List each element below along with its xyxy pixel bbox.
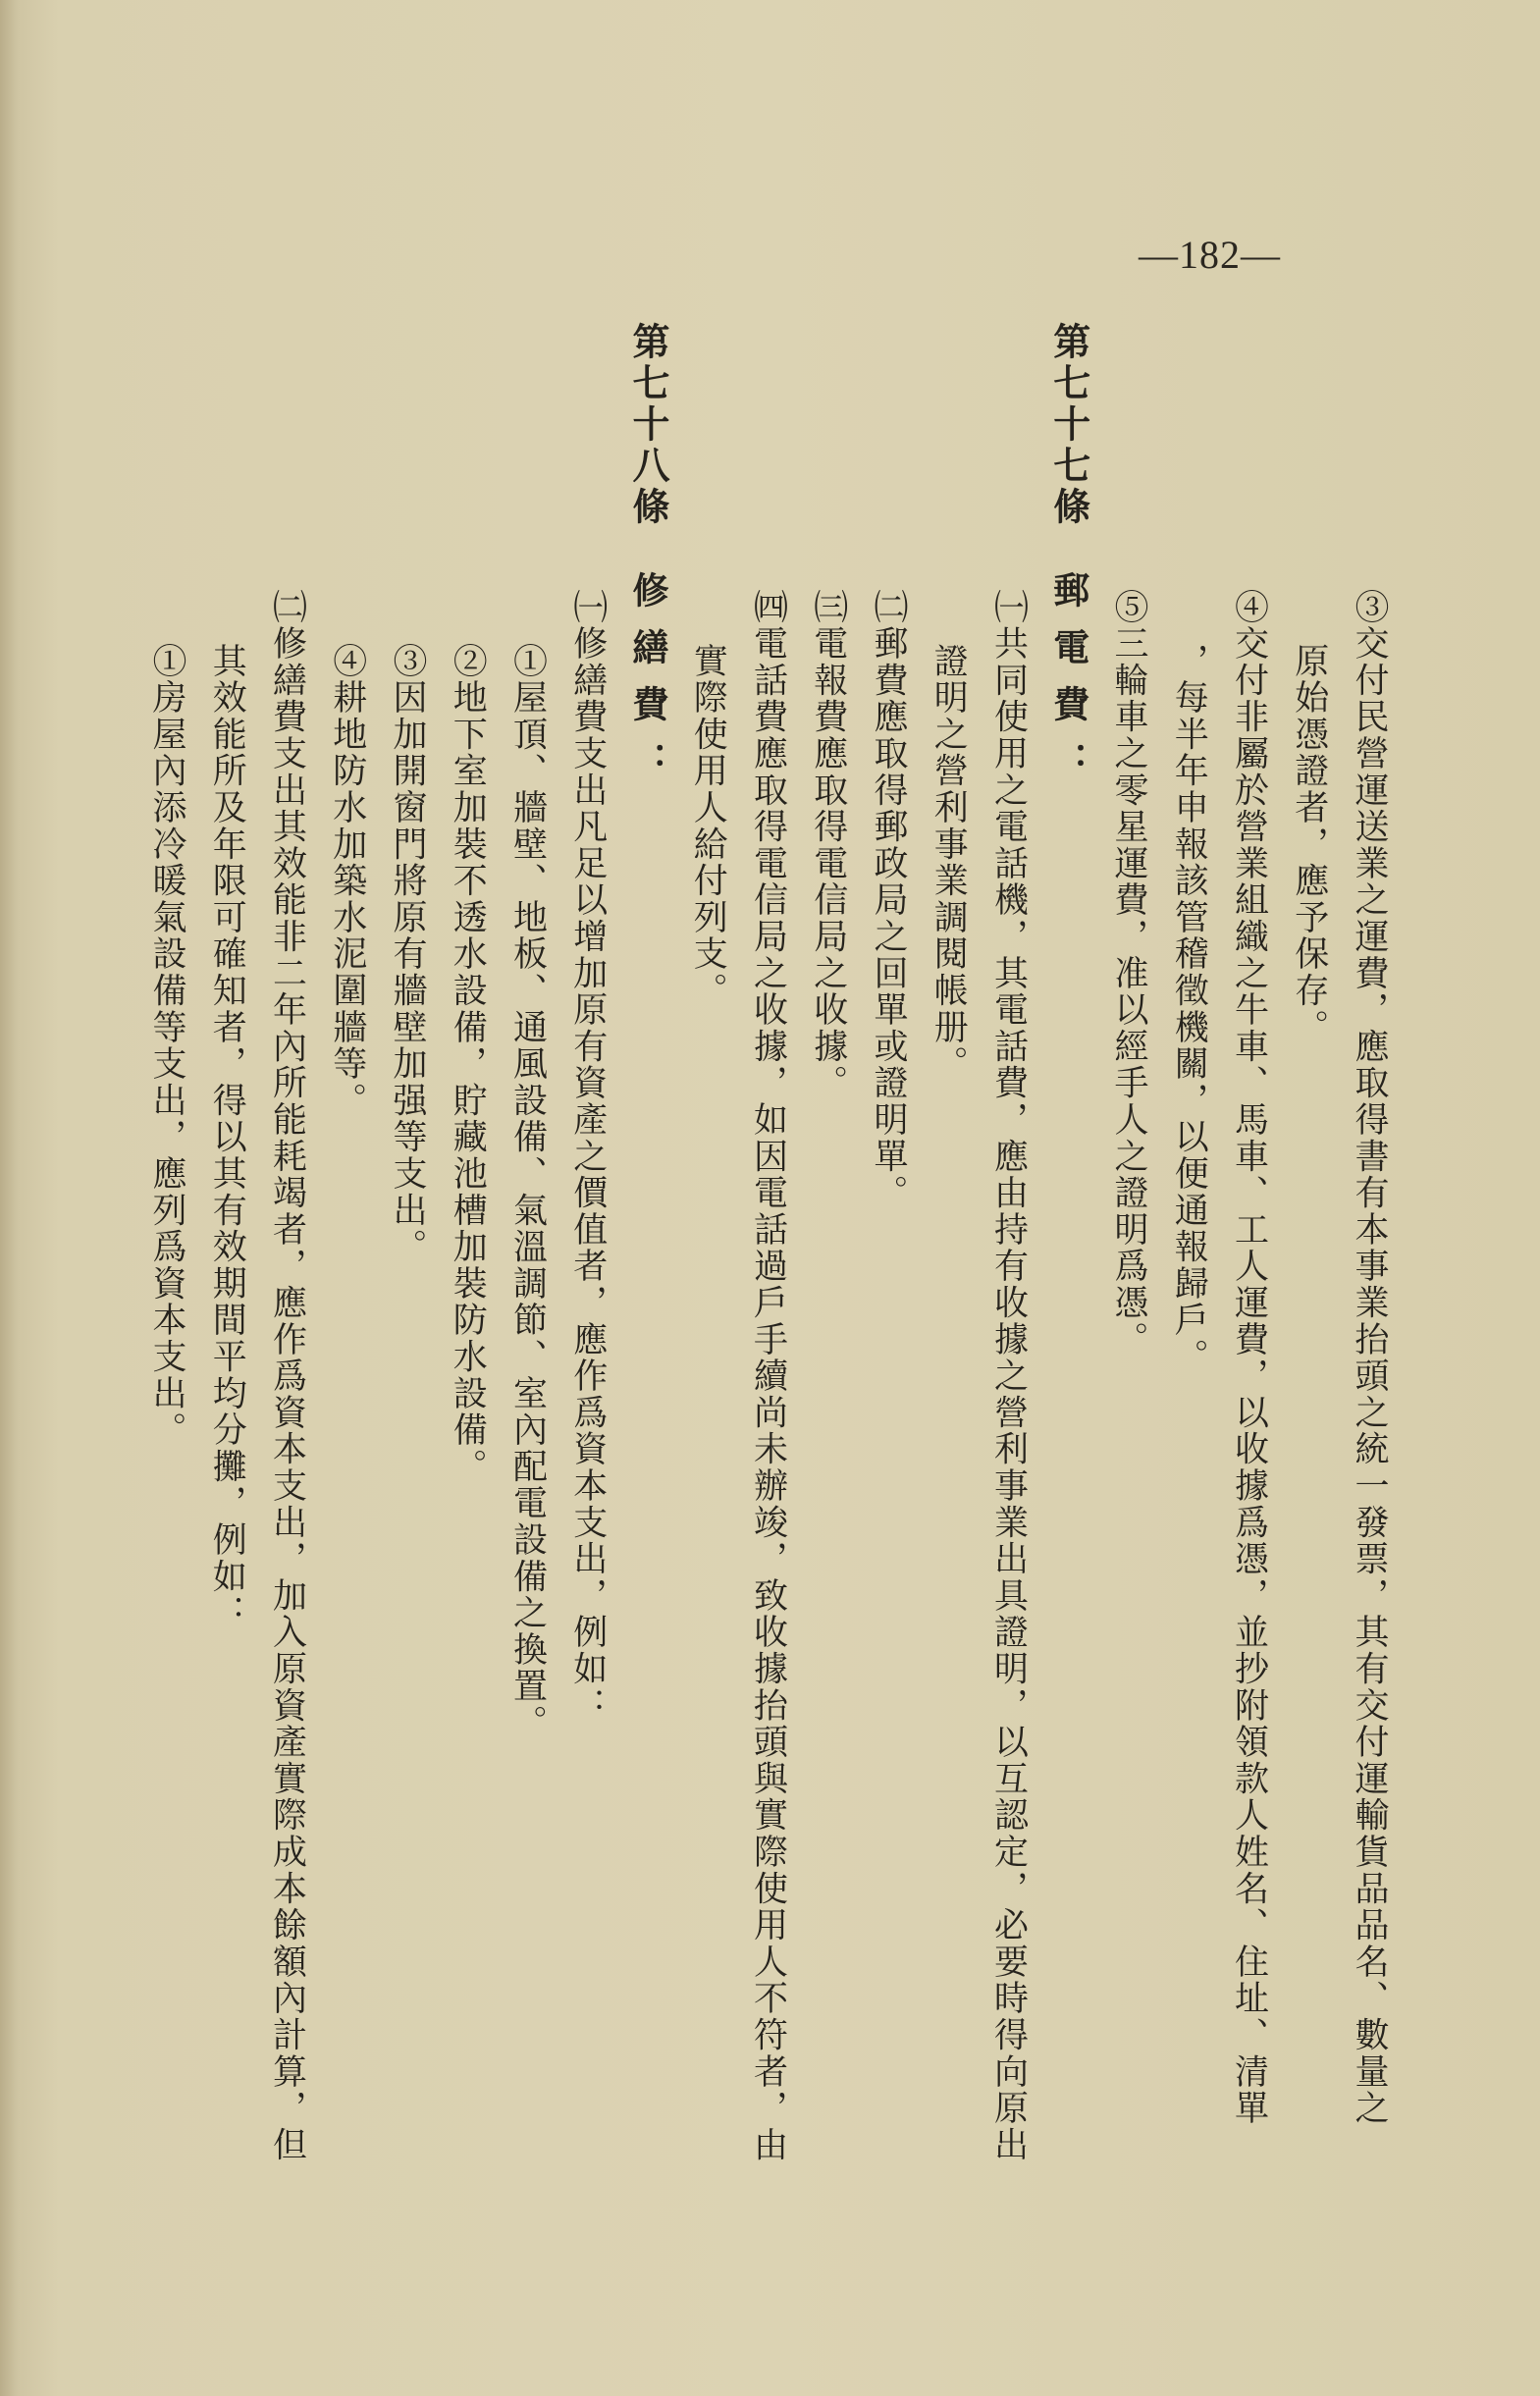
- text-line-continuation: ①屋頂、牆壁、地板、通風設備、氣溫調節、室內配電設備之換置。: [507, 643, 548, 1741]
- text-line-continuation: ③因加開窗門將原有牆壁加强等支出。: [388, 643, 427, 1266]
- text-line-continuation: 原始憑證者，應予保存。: [1289, 643, 1329, 1046]
- text-line: ㈠修繕費支出凡足以增加原有資產之價值者，應作爲資本支出，例如：: [567, 589, 608, 1725]
- article-title: 修繕費：: [626, 571, 669, 799]
- text-line: ③交付民營運送業之運費，應取得書有本事業抬頭之統一發票，其有交付運輸貨品品名、數量之: [1350, 589, 1389, 2127]
- text-line-continuation: ①房屋內添冷暖氣設備等支出，應列爲資本支出。: [147, 643, 186, 1449]
- text-line: ㈡郵費應取得郵政局之回單或證明單。: [869, 589, 908, 1212]
- text-line-continuation: ，每半年申報該管稽徵機關，以便通報歸戶。: [1169, 643, 1209, 1375]
- text-line-continuation: 其效能所及年限可確知者，得以其有效期間平均分攤，例如：: [207, 643, 247, 1632]
- text-line: ㈠共同使用之電話機，其電話費，應由持有收據之營利事業出具證明，以互認定，必要時得向原出: [988, 589, 1029, 2163]
- text-line: ㈣電話費應取得電信局之收據，如因電話過戶手續尚未辦竣，致收據抬頭與實際使用人不符者，由: [748, 589, 788, 2163]
- text-line-continuation: ④耕地防水加築水泥圍牆等。: [327, 643, 367, 1119]
- text-line-continuation: 實際使用人給付列支。: [688, 643, 728, 1009]
- text-line: ④交付非屬於營業組織之牛車、馬車、工人運費，以收據爲憑，並抄附領款人姓名、住址、清單: [1229, 589, 1269, 2127]
- article-heading: 第七十七條: [1046, 322, 1091, 528]
- article-heading: 第七十八條: [626, 322, 670, 528]
- text-line: ⑤三輪車之零星運費，准以經手人之證明爲憑。: [1109, 589, 1148, 1358]
- text-line-continuation: 證明之營利事業調閱帳册。: [929, 643, 969, 1083]
- page-number: —182—: [1139, 233, 1281, 277]
- text-line: ㈢電報費應取得電信局之收據。: [808, 589, 848, 1102]
- text-line-continuation: ②地下室加裝不透水設備，貯藏池槽加裝防水設備。: [448, 643, 488, 1485]
- article-title: 郵電費：: [1046, 571, 1090, 799]
- text-line: ㈡修繕費支出其效能非二年內所能耗竭者，應作爲資本支出，加入原資產實際成本餘額內計算，但: [267, 589, 307, 2163]
